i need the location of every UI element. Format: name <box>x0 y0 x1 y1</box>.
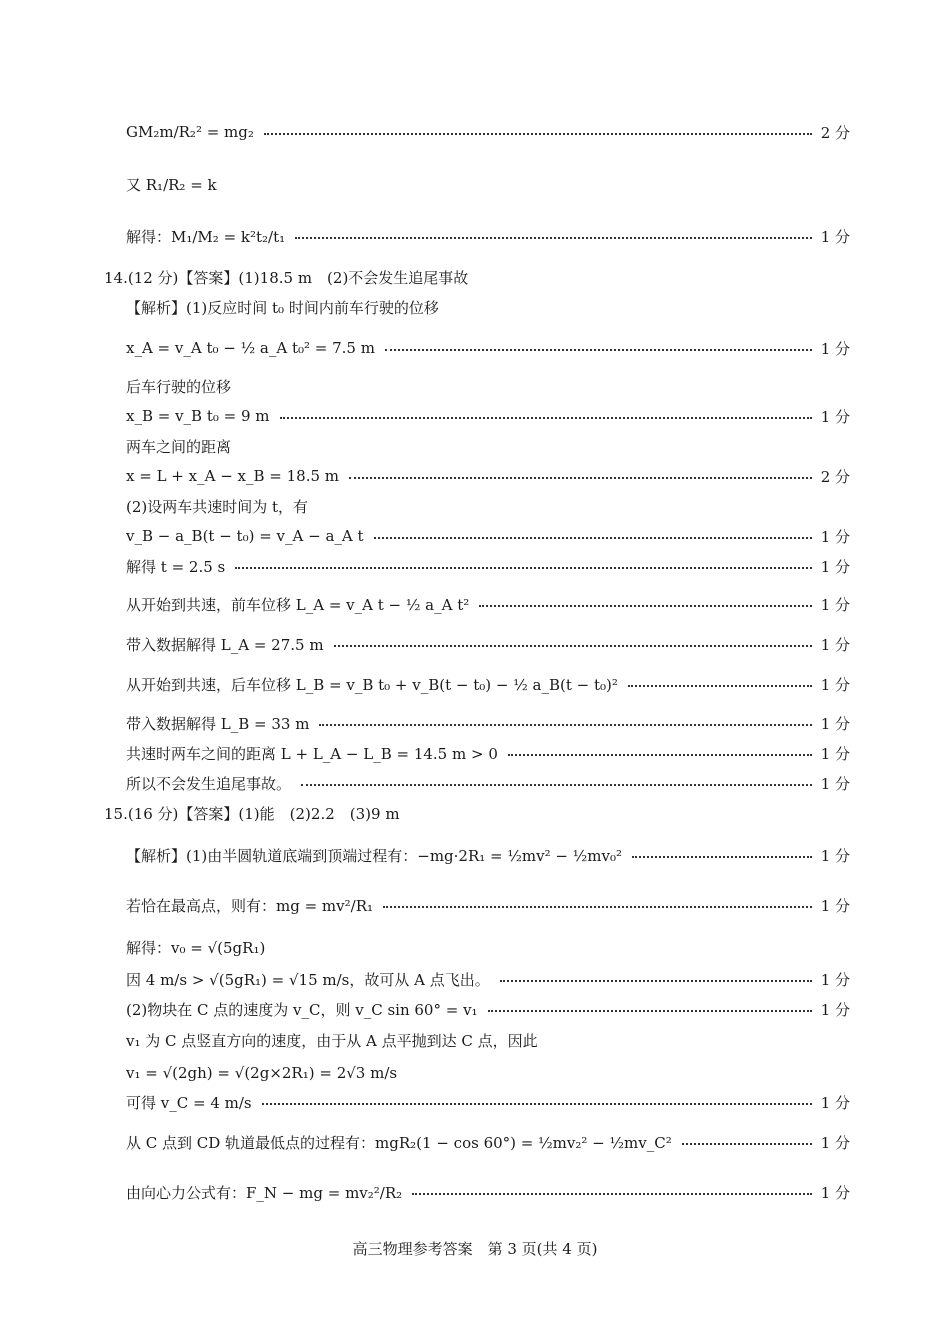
leader-dots <box>682 1143 812 1145</box>
leader-dots <box>383 906 812 908</box>
leader-dots <box>280 417 812 419</box>
leader-dots <box>385 349 812 351</box>
score: 1 分 <box>820 714 850 733</box>
answer-line <box>126 997 850 1021</box>
text-line <box>126 935 850 959</box>
leader-dots <box>412 1193 812 1195</box>
leader-dots <box>508 754 812 756</box>
leader-dots <box>301 784 812 786</box>
question-header <box>104 265 850 289</box>
answer-line <box>126 1172 850 1212</box>
math-expression: 又 R₁/R₂ = k <box>126 175 217 194</box>
page-footer: 高三物理参考答案 第 3 页(共 4 页) <box>352 1240 598 1258</box>
math-expression: 因 4 m/s > √(5gR₁) = √15 m/s，故可从 A 点飞出。 <box>126 970 490 989</box>
answer-line <box>126 164 850 204</box>
answer-line <box>126 632 850 656</box>
text-line <box>126 374 850 398</box>
answer-line <box>126 328 850 368</box>
leader-dots <box>374 537 812 539</box>
answer-line <box>126 586 850 622</box>
math-expression: 【解析】(1)由半圆轨道底端到顶端过程有：−mg·2R₁ = ½mv² − ½mv₀² <box>126 846 622 865</box>
answer-line <box>126 885 850 925</box>
answer-line <box>126 771 850 795</box>
answer-line <box>126 1090 850 1114</box>
math-expression: x_A = v_A t₀ − ½ a_A t₀² = 7.5 m <box>126 339 375 357</box>
score: 1 分 <box>820 595 850 614</box>
math-expression: GM₂m/R₂² = mg₂ <box>126 123 254 141</box>
math-expression: 可得 v_C = 4 m/s <box>126 1093 252 1112</box>
math-expression: 从 C 点到 CD 轨道最低点的过程有：mgR₂(1 − cos 60°) = ½mv₂² − ½mv_C² <box>126 1133 672 1152</box>
score: 1 分 <box>820 407 850 426</box>
math-expression: x = L + x_A − x_B = 18.5 m <box>126 467 340 485</box>
analysis-text: 【解析】(1)反应时间 t₀ 时间内前车行驶的位移 <box>126 298 439 317</box>
math-expression: 带入数据解得 L_A = 27.5 m <box>126 635 324 654</box>
answer-line <box>126 741 850 765</box>
leader-dots <box>349 477 812 479</box>
math-expression: v₁ = √(2gh) = √(2g×2R₁) = 2√3 m/s <box>126 1064 398 1082</box>
text-line <box>126 434 850 458</box>
math-expression: 带入数据解得 L_B = 33 m <box>126 714 310 733</box>
math-expression: 从开始到共速，前车位移 L_A = v_A t − ½ a_A t² <box>126 595 470 614</box>
score: 1 分 <box>820 635 850 654</box>
answer-line <box>126 666 850 702</box>
text-line <box>126 1028 850 1052</box>
answer-line <box>126 1122 850 1162</box>
score: 1 分 <box>820 1183 850 1202</box>
answer-line <box>126 464 850 488</box>
question-answer: 14.(12 分)【答案】(1)18.5 m (2)不会发生追尾事故 <box>104 268 469 287</box>
answer-line <box>126 216 850 256</box>
text: v₁ 为 C 点竖直方向的速度，由于从 A 点平抛到达 C 点，因此 <box>126 1031 538 1050</box>
math-expression: 解得 t = 2.5 s <box>126 557 226 576</box>
leader-dots <box>264 133 812 135</box>
score: 1 分 <box>820 744 850 763</box>
math-expression: 若恰在最高点，则有：mg = mv²/R₁ <box>126 896 374 915</box>
question-answer: 15.(16 分)【答案】(1)能 (2)2.2 (3)9 m <box>104 804 400 823</box>
answer-line <box>126 112 850 152</box>
leader-dots <box>479 605 812 607</box>
leader-dots <box>235 567 812 569</box>
answer-line <box>126 524 850 548</box>
leader-dots <box>334 645 812 647</box>
score: 1 分 <box>820 846 850 865</box>
score: 1 分 <box>820 896 850 915</box>
question-header <box>104 801 850 825</box>
score: 1 分 <box>820 339 850 358</box>
answer-line <box>126 967 850 991</box>
answer-line <box>126 554 850 578</box>
leader-dots <box>632 856 812 858</box>
leader-dots <box>500 980 812 982</box>
math-expression: 共速时两车之间的距离 L + L_A − L_B = 14.5 m > 0 <box>126 744 498 763</box>
score: 1 分 <box>820 227 850 246</box>
text-line <box>126 494 850 518</box>
score: 1 分 <box>820 527 850 546</box>
score: 1 分 <box>820 774 850 793</box>
answer-line <box>126 835 850 875</box>
math-expression: (2)物块在 C 点的速度为 v_C，则 v_C sin 60° = v₁ <box>126 1000 478 1019</box>
math-expression: v_B − a_B(t − t₀) = v_A − a_A t <box>126 527 364 545</box>
score: 2 分 <box>820 123 850 142</box>
text-line <box>126 1061 850 1085</box>
score: 1 分 <box>820 970 850 989</box>
score: 1 分 <box>820 1093 850 1112</box>
math-expression: 由向心力公式有：F_N − mg = mv₂²/R₂ <box>126 1183 403 1202</box>
score: 1 分 <box>820 557 850 576</box>
score: 2 分 <box>820 467 850 486</box>
math-expression: 所以不会发生追尾事故。 <box>126 774 292 793</box>
math-expression: 解得：v₀ = √(5gR₁) <box>126 938 266 957</box>
score: 1 分 <box>820 1000 850 1019</box>
text: 两车之间的距离 <box>126 437 232 456</box>
math-expression: 解得：M₁/M₂ = k²t₂/t₁ <box>126 227 286 246</box>
score: 1 分 <box>820 675 850 694</box>
leader-dots <box>262 1103 812 1105</box>
math-expression: 从开始到共速，后车位移 L_B = v_B t₀ + v_B(t − t₀) − ½ a_B(t − t₀)² <box>126 675 618 694</box>
answer-line <box>126 711 850 735</box>
text: (2)设两车共速时间为 t，有 <box>126 497 309 516</box>
leader-dots <box>319 724 812 726</box>
score: 1 分 <box>820 1133 850 1152</box>
analysis-intro <box>126 295 850 319</box>
math-expression: x_B = v_B t₀ = 9 m <box>126 407 270 425</box>
leader-dots <box>488 1010 812 1012</box>
leader-dots <box>295 237 812 239</box>
text: 后车行驶的位移 <box>126 377 232 396</box>
answer-line <box>126 404 850 428</box>
leader-dots <box>628 685 812 687</box>
